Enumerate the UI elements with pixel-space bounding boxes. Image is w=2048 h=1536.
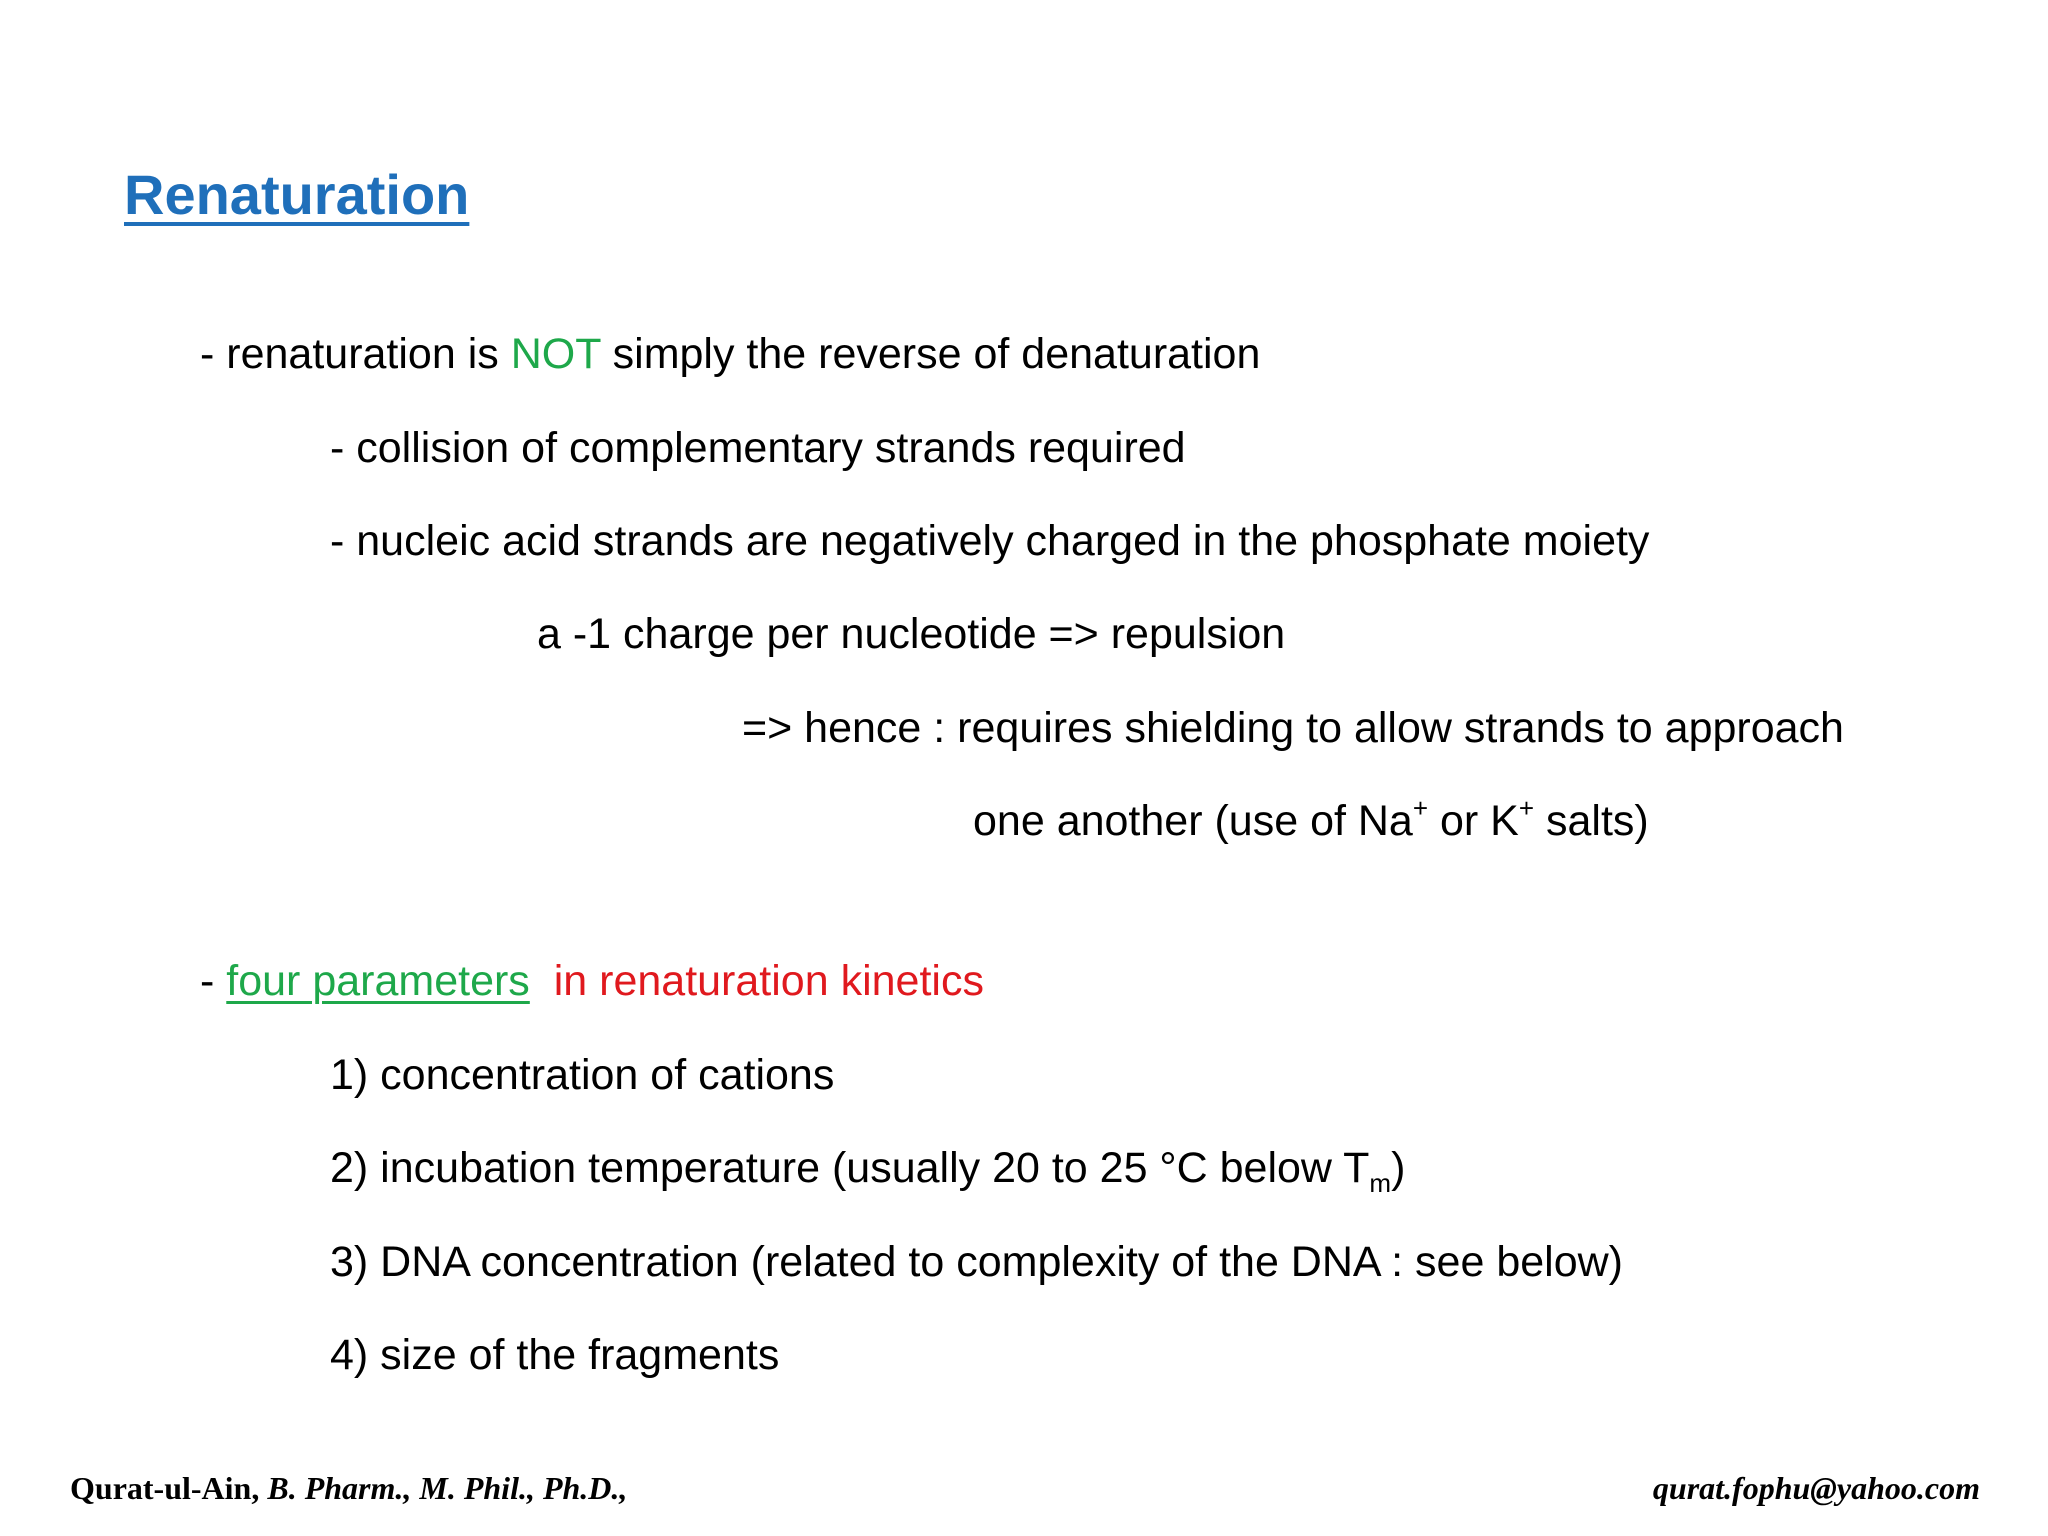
footer-author — [70, 1470, 627, 1507]
bullet-text: - renaturation is — [200, 330, 511, 378]
footer-email: qurat.fophu@yahoo.com — [1652, 1470, 1980, 1506]
sub-bullet-negative-charge: - nucleic acid strands are negatively charged in the phosphate moiety — [330, 517, 1650, 565]
author-degrees: B. Pharm., M. Phil., Ph.D., — [259, 1470, 628, 1506]
salts-text: salts) — [1534, 797, 1649, 845]
k-charge: + — [1518, 793, 1535, 823]
parameter-text: ) — [1391, 1144, 1406, 1192]
parameter-text: 2) incubation temperature (usually 20 to 25 °C below T — [330, 1144, 1370, 1192]
not-highlight: NOT — [510, 330, 601, 378]
bullet-not-reverse — [200, 326, 1260, 382]
na-charge: + — [1412, 793, 1429, 823]
tm-subscript: m — [1369, 1168, 1392, 1198]
bullet-four-parameters — [200, 953, 984, 1009]
requires-shielding: => hence : requires shielding to allow strands to approach — [742, 704, 1844, 752]
parameter-item: 4) size of the fragments — [330, 1331, 780, 1379]
author-name: Qurat-ul-Ain, — [70, 1470, 260, 1506]
salts-line — [973, 793, 1649, 849]
charge-per-nucleotide: a -1 charge per nucleotide => repulsion — [537, 610, 1286, 658]
bullet-text: simply the reverse of denaturation — [600, 330, 1261, 378]
sub-bullet-collision: - collision of complementary strands required — [330, 424, 1186, 472]
parameter-item: 3) DNA concentration (related to complexity of the DNA : see below) — [330, 1238, 1624, 1286]
salts-text: or K — [1428, 797, 1519, 845]
parameter-item: 1) concentration of cations — [330, 1051, 835, 1099]
bullet-dash: - — [200, 957, 227, 1005]
parameter-item — [330, 1140, 1405, 1196]
slide-title: Renaturation — [124, 163, 470, 226]
four-parameters-label: four parameters — [226, 957, 530, 1005]
kinetics-label: in renaturation kinetics — [553, 957, 984, 1005]
salts-text: one another (use of Na — [973, 797, 1413, 845]
